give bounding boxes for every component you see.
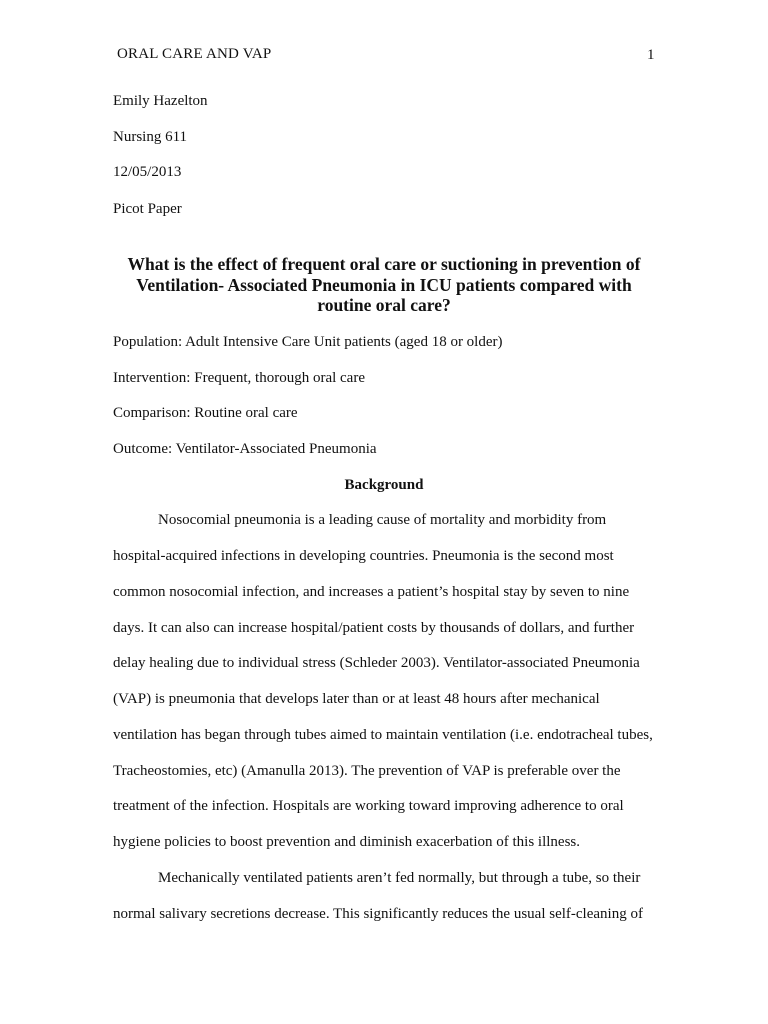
- body-line: Tracheostomies, etc) (Amanulla 2013). The prevention of VAP is preferable over the: [113, 763, 621, 779]
- paper-date: 12/05/2013: [113, 164, 182, 180]
- body-line: Mechanically ventilated patients aren’t fed normally, but through a tube, so their: [158, 870, 641, 886]
- body-line: ventilation has began through tubes aimed to maintain ventilation (i.e. endotracheal tubes,: [113, 727, 653, 743]
- body-line: Nosocomial pneumonia is a leading cause of mortality and morbidity from: [158, 512, 607, 528]
- body-line: common nosocomial infection, and increases a patient’s hospital stay by seven to nine: [113, 584, 630, 600]
- body-line: normal salivary secretions decrease. This significantly reduces the usual self-cleaning of: [113, 906, 643, 922]
- title-line-2: Ventilation- Associated Pneumonia in ICU patients compared with: [136, 274, 632, 295]
- picot-population: Population: Adult Intensive Care Unit patients (aged 18 or older): [113, 334, 503, 350]
- picot-outcome: Outcome: Ventilator-Associated Pneumonia: [113, 441, 377, 457]
- body-line: hospital-acquired infections in developing countries. Pneumonia is the second most: [113, 548, 614, 564]
- picot-intervention: Intervention: Frequent, thorough oral care: [113, 370, 365, 386]
- background-heading: Background: [344, 477, 424, 493]
- author-name: Emily Hazelton: [113, 93, 208, 109]
- body-line: days. It can also can increase hospital/patient costs by thousands of dollars, and further: [113, 620, 635, 636]
- course-name: Nursing 611: [113, 129, 188, 145]
- title-line-3: routine oral care?: [317, 295, 451, 315]
- paper-type: Picot Paper: [113, 201, 182, 217]
- running-head: ORAL CARE AND VAP: [117, 46, 272, 62]
- picot-comparison: Comparison: Routine oral care: [113, 405, 298, 421]
- title-line-1: What is the effect of frequent oral care or suctioning in prevention of: [127, 254, 641, 274]
- paper-title: [112, 254, 656, 316]
- body-line: hygiene policies to boost prevention and diminish exacerbation of this illness.: [113, 834, 580, 850]
- body-line: (VAP) is pneumonia that develops later than or at least 48 hours after mechanical: [113, 691, 600, 707]
- page-number: 1: [647, 47, 655, 63]
- body-line: treatment of the infection. Hospitals are working toward improving adherence to oral: [113, 798, 624, 814]
- body-line: delay healing due to individual stress (Schleder 2003). Ventilator-associated Pneumonia: [113, 655, 640, 671]
